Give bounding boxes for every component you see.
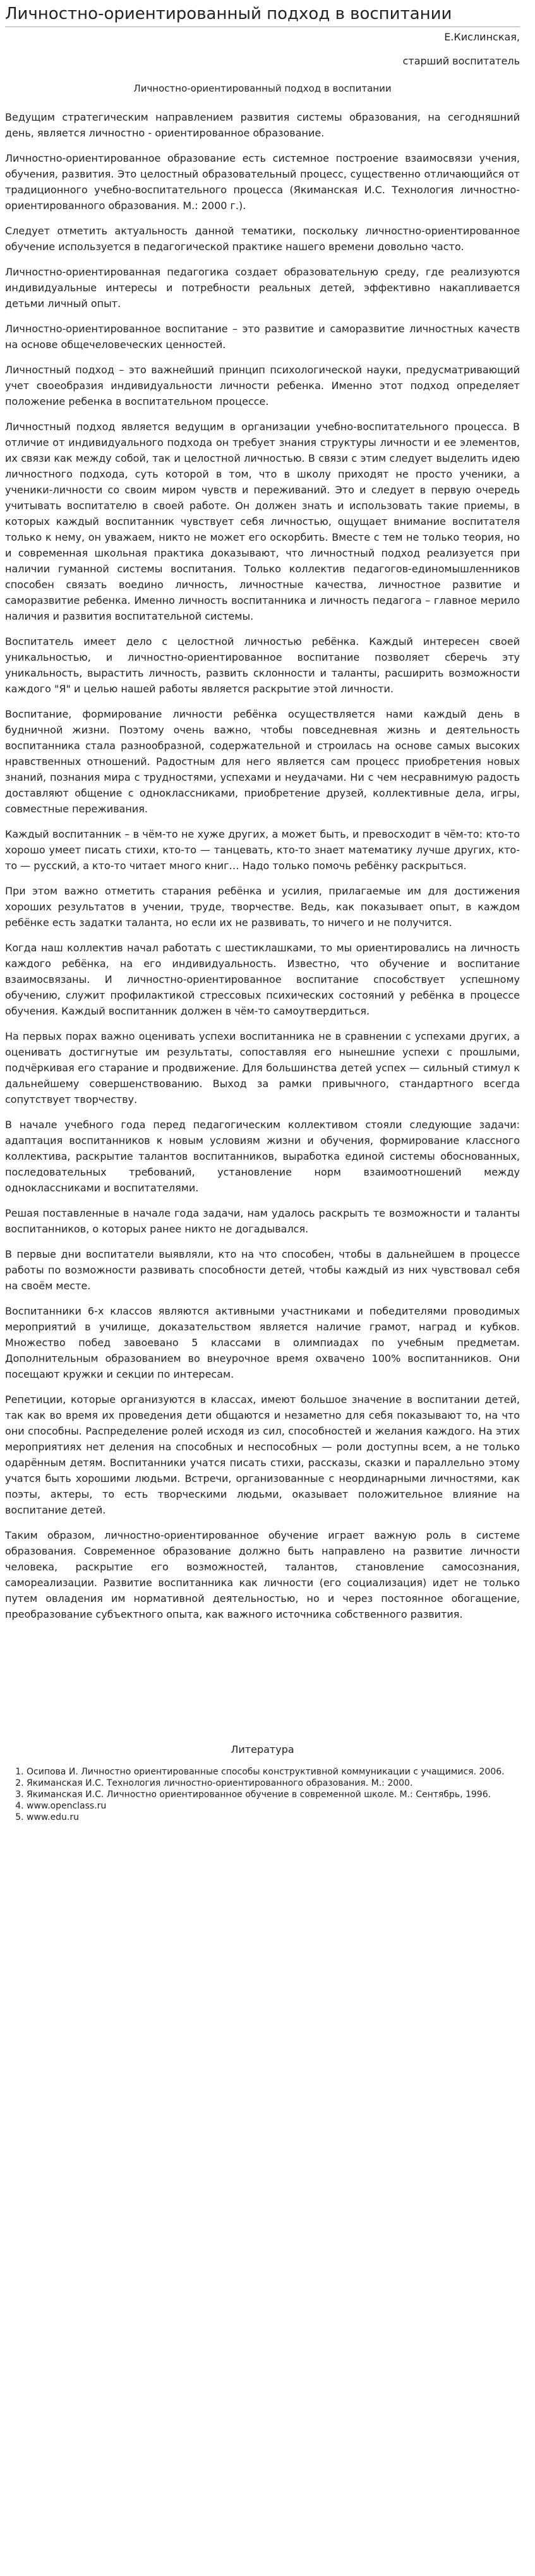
paragraph: Воспитатель имеет дело с целостной личностью ребёнка. Каждый интересен своей уникальностью, и личностно-ориентированное воспитание позволяет сберечь эту уникальность, вырастить личность, развить склонности и таланты, расширить возможности каждого "Я" и целью нашей работы является раскрытие этой личности. [5, 635, 520, 695]
paragraph: В начале учебного года перед педагогическим коллективом стояли следующие задачи: адаптация воспитанников к новым условиям жизни и обучения, формирование классного коллектива, раскрытие талантов воспитанников, выработка единой системы обоснованных, последовательных требований, установление норм взаимоотношений между одноклассниками и воспитателями. [5, 1119, 520, 1194]
author-position: старший воспитатель [402, 55, 520, 67]
paragraph: Личностно-ориентированное образование есть системное построение взаимосвязи учения, обучения, развития. Это целостный образовательный процесс, существенно отличающийся от традиционного учебно-воспитательного процесса (Якиманская И.С. Технология личностно-ориентированного образования. М.: 2000 г.). [5, 152, 520, 212]
blank-space [5, 1632, 520, 1742]
paragraph: Личностный подход – это важнейший принцип психологической науки, предусматривающий учет своеобразия индивидуальности личности ребенка. Именно этот подход определяет положение ребенка в воспитательном процессе. [5, 364, 520, 407]
paragraph: Следует отметить актуальность данной тематики, поскольку личностно-ориентированное обучение используется в педагогической практике нашего времени довольно часто. [5, 225, 520, 253]
literature-link[interactable]: 5. www.edu.ru [27, 1812, 520, 1823]
literature-item: 3. Якиманская И.С. Личностно ориентированное обучение в современной школе. М.: Сентябрь, 1996. [27, 1789, 520, 1800]
paragraph: При этом важно отметить старания ребёнка и усилия, прилагаемые им для достижения хороших результатов в учении, труде, творчестве. Ведь, как показывает опыт, в каждом ребёнке есть задатки таланта, но если их не развивать, то ничего и не получится. [5, 885, 520, 929]
author-block [5, 30, 520, 69]
literature-item: 2. Якиманская И.С. Технология личностно-ориентированного образования. М.: 2000. [27, 1778, 520, 1789]
paragraph: Каждый воспитанник – в чём-то не хуже других, а может быть, и превосходит в чём-то: кто-то хорошо умеет писать стихи, кто-то — танцевать, кто-то знает математику лучше других, кто-то — русский, а кто-то читает много книг… Надо только помочь ребёнку раскрыться. [5, 828, 520, 872]
paragraph: Личностно-ориентированное воспитание – это развитие и саморазвитие личностных качеств на основе общечеловеческих ценностей. [5, 323, 520, 351]
paragraph: Воспитание, формирование личности ребёнка осуществляется нами каждый день в будничной жизни. Поэтому очень важно, чтобы повседневная жизнь и деятельность воспитанника стала разнообразной, содержательной и строилась на основе самых высоких нравственных отношений. Радостным для него является сам процесс приобретения новых знаний, познания мира с трудностями, успехами и неудачами. Ни с чем несравнимую радость доставляют общение с одноклассниками, приобретение друзей, коллективные дела, игры, совместные переживания. [5, 708, 520, 815]
paragraph: Ведущим стратегическим направлением развития системы образования, на сегодняшний день, является личностно - ориентированное образование. [5, 111, 520, 139]
paragraph: Репетиции, которые организуются в классах, имеют большое значение в воспитании детей, так как во время их проведения дети общаются и незаметно для себя показывают то, на что они способны. Распределение ролей исходя из сил, способностей и желания каждого. На этих мероприятиях нет деления на способных и неспособных — роли доступны всем, а не только одарённым детям. Воспитанники учатся писать стихи, рассказы, сказки и параллельно этому учатся быть хорошими людьми. Встречи, организованные с неординарными личностями, как поэты, актеры, то есть творческими людьми, оказывает положительное влияние на воспитание детей. [5, 1393, 520, 1516]
literature-item: 1. Осипова И. Личностно ориентированные способы конструктивной коммуникации с учащимися. 2006. [27, 1766, 520, 1778]
paragraph: Решая поставленные в начале года задачи, нам удалось раскрыть те возможности и таланты воспитанников, о которых ранее никто не догадывался. [5, 1207, 520, 1235]
paragraph: На первых порах важно оценивать успехи воспитанника не в сравнении с успехами других, а оценивать достигнутые им результаты, сопоставляя его нынешние успехи с прошлыми, подчёркивая его старание и продвижение. Для большинства детей успех — сильный стимул к дальнейшему совершенствованию. Выход за рамки привычного, стандартного всегда сопутствует творчеству. [5, 1030, 520, 1105]
literature-link[interactable]: 4. www.openclass.ru [27, 1800, 520, 1812]
paragraph: В первые дни воспитатели выявляли, кто на что способен, чтобы в дальнейшем в процессе работы по возможности развивать способности детей, чтобы каждый из них чувствовал себя на своём месте. [5, 1248, 520, 1292]
author-name: Е.Кислинская, [444, 31, 520, 43]
article-subtitle: Личностно-ориентированный подход в воспитании [133, 83, 392, 94]
paragraph: Таким образом, личностно-ориентированное обучение играет важную роль в системе образования. Современное образование должно быть направлено на развитие личности человека, раскрытие его возможностей, талантов, становление самосознания, самореализации. Развитие воспитанника как личности (его социализация) идет не только путем овладения им нормативной деятельностью, но и через постоянное обогащение, преобразование субъектного опыта, как важного источника собственного развития. [5, 1529, 520, 1620]
paragraph: Воспитанники 6-х классов являются активными участниками и победителями проводимых мероприятий в училище, доказательством является наличие грамот, наград и кубков. Множество побед завоевано 5 классами в олимпиадах по учебным предметам. Дополнительным образованием во внеурочное время охвачено 100% воспитанников. Они посещают кружки и секции по интересам. [5, 1305, 520, 1380]
literature-heading: Литература [231, 1743, 294, 1755]
paragraph: Когда наш коллектив начал работать с шестиклашками, то мы ориентировались на личность каждого ребёнка, на его индивидуальность. Известно, что обучение и воспитание взаимосвязаны. И личностно-ориентированное воспитание способствует успешному обучению, служит профилактикой стрессовых психических состояний у ребёнка в процессе обучения. Каждый воспитанник должен в чём-то самоутвердиться. [5, 942, 520, 1017]
paragraph: Личностно-ориентированная педагогика создает образовательную среду, где реализуются индивидуальные интересы и потребности реальных детей, эффективно накапливается детьми личный опыт. [5, 266, 520, 310]
page-title: Личностно-ориентированный подход в воспитании [5, 4, 452, 23]
literature-list [5, 1766, 520, 1823]
paragraph: Личностный подход является ведущим в организации учебно-воспитательного процесса. В отличие от индивидуального подхода он требует знания структуры личности и ее элементов, их связи как между собой, так и целостной личностью. В связи с этим следует выделить идею личностного подхода, суть которой в том, что в школу приходят не просто ученики, а ученики-личности со своим миром чувств и переживаний. Это и следует в первую очередь учитывать воспитателю в своей работе. Он должен знать и использовать такие приемы, в которых каждый воспитанник чувствует себя личностью, ощущает внимание воспитателя только к нему, он уважаем, никто не может его оскорбить. Вместе с тем не только теория, но и современная школьная практика доказывают, что личностный подход реализуется при наличии гуманной системы воспитания. Только коллектив педагогов-единомышленников способен связать воедино личность, личностные качества, личностное развитие и саморазвитие ребенка. Именно личность воспитанника и личность педагога – главное мерило наличия и развития воспитательной системы. [5, 421, 520, 622]
